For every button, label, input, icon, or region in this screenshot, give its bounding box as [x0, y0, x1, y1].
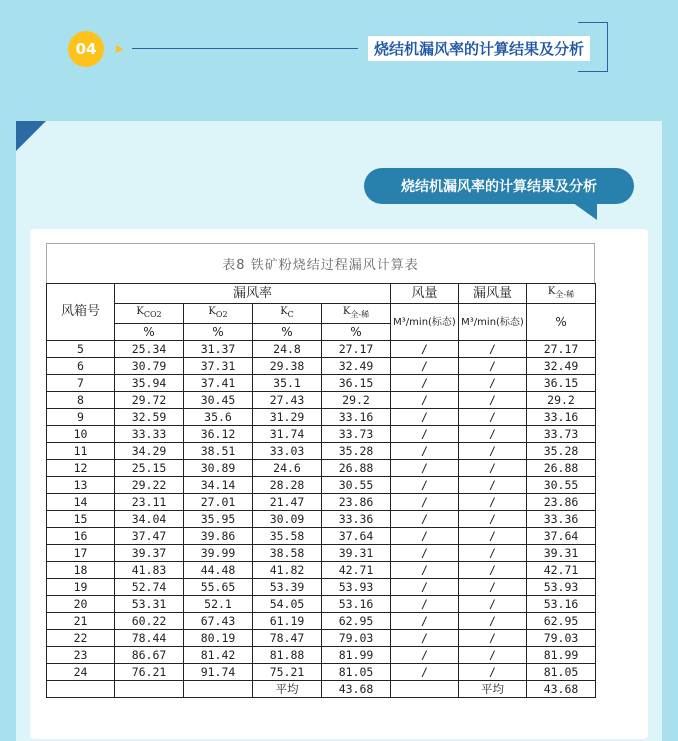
table-cell: 53.39 [253, 579, 322, 596]
table-cell: 33.36 [322, 511, 391, 528]
table-cell: / [459, 477, 527, 494]
table-cell: 30.55 [322, 477, 391, 494]
table-cell: / [391, 664, 459, 681]
table-cell: 10 [47, 426, 115, 443]
table-cell: 76.21 [115, 664, 184, 681]
table-row [47, 630, 596, 647]
average-cell: 平均 [253, 681, 322, 698]
header-divider [132, 48, 358, 49]
table-cell: / [391, 392, 459, 409]
table-cell: / [391, 375, 459, 392]
table-cell: 34.04 [115, 511, 184, 528]
table-cell: 30.79 [115, 358, 184, 375]
header-k-1: $K_{O2}$ [184, 304, 253, 324]
table-cell: 61.19 [253, 613, 322, 630]
table-cell: / [391, 613, 459, 630]
table-cell: 32.49 [527, 358, 596, 375]
table-cell: 8 [47, 392, 115, 409]
table-cell: 7 [47, 375, 115, 392]
table-cell: / [459, 664, 527, 681]
table-cell: 52.1 [184, 596, 253, 613]
table-row [47, 647, 596, 664]
table-row [47, 460, 596, 477]
table-cell: 31.74 [253, 426, 322, 443]
average-cell [184, 681, 253, 698]
table-cell: 62.95 [527, 613, 596, 630]
table-cell: 53.16 [322, 596, 391, 613]
table-cell: 35.94 [115, 375, 184, 392]
table-row [47, 528, 596, 545]
table-cell: 37.64 [527, 528, 596, 545]
table-cell: 30.09 [253, 511, 322, 528]
table-cell: 78.47 [253, 630, 322, 647]
header-percent-1: % [184, 324, 253, 341]
table-cell: 11 [47, 443, 115, 460]
table-cell: 53.16 [527, 596, 596, 613]
table-row [47, 545, 596, 562]
table-cell: 19 [47, 579, 115, 596]
table-cell: 53.93 [527, 579, 596, 596]
table-cell: 27.17 [322, 341, 391, 358]
table-row [47, 562, 596, 579]
table-cell: / [391, 562, 459, 579]
table-cell: 5 [47, 341, 115, 358]
table-cell: 60.22 [115, 613, 184, 630]
table-cell: 37.64 [322, 528, 391, 545]
table-cell: / [459, 341, 527, 358]
arrow-right-icon [116, 45, 123, 53]
table-row [47, 443, 596, 460]
table-cell: 78.44 [115, 630, 184, 647]
panel-corner-decoration [16, 121, 46, 151]
table-cell: 13 [47, 477, 115, 494]
table-cell: 54.05 [253, 596, 322, 613]
table-row [47, 358, 596, 375]
table-row [47, 579, 596, 596]
average-cell: 平均 [459, 681, 527, 698]
header-percent-0: % [115, 324, 184, 341]
section-title: 烧结机漏风率的计算结果及分析 [368, 36, 590, 61]
table-cell: / [459, 375, 527, 392]
speech-bubble-title: 烧结机漏风率的计算结果及分析 [364, 168, 634, 204]
table-cell: 39.31 [322, 545, 391, 562]
table-row [47, 375, 596, 392]
table-cell: / [391, 426, 459, 443]
table-cell: 41.82 [253, 562, 322, 579]
table-cell: 26.88 [527, 460, 596, 477]
table-cell: 24.6 [253, 460, 322, 477]
header-leak-flow: 漏风量 [459, 284, 527, 304]
table-cell: / [459, 511, 527, 528]
table-cell: 79.03 [322, 630, 391, 647]
table-container [46, 243, 595, 698]
table-cell: / [459, 647, 527, 664]
header-unit-airflow: M³/min(标态) [391, 304, 459, 341]
header-row-2 [47, 304, 596, 324]
table-cell: 39.31 [527, 545, 596, 562]
table-cell: 39.86 [184, 528, 253, 545]
table-row [47, 494, 596, 511]
table-cell: / [391, 477, 459, 494]
table-cell: 33.03 [253, 443, 322, 460]
table-cell: 81.99 [322, 647, 391, 664]
table-cell: 33.73 [322, 426, 391, 443]
table-cell: 29.22 [115, 477, 184, 494]
table-cell: 12 [47, 460, 115, 477]
table-row [47, 341, 596, 358]
table-cell: 33.33 [115, 426, 184, 443]
header-k-2: $K_C$ [253, 304, 322, 324]
table-cell: 26.88 [322, 460, 391, 477]
header-percent-last: % [527, 304, 596, 341]
table-row [47, 392, 596, 409]
header-k-total-last: $K_{全-稀}$ [527, 284, 596, 304]
speech-bubble-tail [569, 200, 597, 220]
table-cell: 36.12 [184, 426, 253, 443]
table-cell: 29.2 [527, 392, 596, 409]
table-cell: / [391, 579, 459, 596]
table-cell: 44.48 [184, 562, 253, 579]
table-cell: / [391, 409, 459, 426]
table-cell: 20 [47, 596, 115, 613]
table-row [47, 477, 596, 494]
table-cell: 18 [47, 562, 115, 579]
table-cell: / [459, 358, 527, 375]
table-cell: 33.16 [527, 409, 596, 426]
table-cell: 21.47 [253, 494, 322, 511]
table-cell: 23.11 [115, 494, 184, 511]
table-cell: 33.36 [527, 511, 596, 528]
table-cell: / [459, 443, 527, 460]
section-header [364, 22, 608, 72]
table-cell: 27.01 [184, 494, 253, 511]
section-number-badge: 04 [68, 31, 104, 67]
table-row [47, 426, 596, 443]
table-cell: 81.05 [322, 664, 391, 681]
table-cell: 24.8 [253, 341, 322, 358]
table-cell: / [391, 341, 459, 358]
table-row-average [47, 681, 596, 698]
table-cell: / [391, 460, 459, 477]
table-cell: 80.19 [184, 630, 253, 647]
table-cell: 55.65 [184, 579, 253, 596]
table-cell: 42.71 [527, 562, 596, 579]
table-cell: 24 [47, 664, 115, 681]
table-cell: 91.74 [184, 664, 253, 681]
table-cell: / [459, 579, 527, 596]
table-cell: 36.15 [527, 375, 596, 392]
table-cell: / [459, 630, 527, 647]
table-row [47, 409, 596, 426]
table-cell: 37.47 [115, 528, 184, 545]
table-cell: 81.05 [527, 664, 596, 681]
table-cell: / [391, 494, 459, 511]
header-unit-leakflow: M³/min(标态) [459, 304, 527, 341]
table-cell: 34.29 [115, 443, 184, 460]
table-cell: / [391, 358, 459, 375]
table-cell: 25.34 [115, 341, 184, 358]
table-cell: 81.88 [253, 647, 322, 664]
header-percent-2: % [253, 324, 322, 341]
header-row-1 [47, 284, 596, 304]
table-cell: / [459, 613, 527, 630]
table-cell: 81.99 [527, 647, 596, 664]
table-cell: 32.49 [322, 358, 391, 375]
table-cell: 34.14 [184, 477, 253, 494]
table-cell: 22 [47, 630, 115, 647]
header-box-number: 风箱号 [47, 284, 115, 341]
table-cell: 23.86 [322, 494, 391, 511]
table-row [47, 511, 596, 528]
table-cell: 33.16 [322, 409, 391, 426]
table-cell: 39.37 [115, 545, 184, 562]
table-cell: 62.95 [322, 613, 391, 630]
table-cell: 29.38 [253, 358, 322, 375]
table-cell: 28.28 [253, 477, 322, 494]
header-airflow: 风量 [391, 284, 459, 304]
header-k-3: $K_{全-稀}$ [322, 304, 391, 324]
leakage-table [46, 283, 596, 698]
table-cell: 42.71 [322, 562, 391, 579]
table-cell: / [459, 562, 527, 579]
table-cell: / [459, 545, 527, 562]
table-cell: 16 [47, 528, 115, 545]
table-cell: / [391, 630, 459, 647]
table-row [47, 613, 596, 630]
table-cell: 67.43 [184, 613, 253, 630]
table-cell: 35.6 [184, 409, 253, 426]
average-cell [115, 681, 184, 698]
table-cell: 81.42 [184, 647, 253, 664]
table-cell: 53.93 [322, 579, 391, 596]
table-cell: / [391, 443, 459, 460]
table-row [47, 596, 596, 613]
table-cell: / [459, 460, 527, 477]
table-cell: 29.2 [322, 392, 391, 409]
table-cell: 39.99 [184, 545, 253, 562]
table-cell: 27.43 [253, 392, 322, 409]
table-cell: 23 [47, 647, 115, 664]
table-cell: 23.86 [527, 494, 596, 511]
table-cell: / [459, 392, 527, 409]
average-cell: 43.68 [527, 681, 596, 698]
table-cell: 53.31 [115, 596, 184, 613]
table-cell: / [391, 511, 459, 528]
table-cell: 41.83 [115, 562, 184, 579]
table-cell: 38.51 [184, 443, 253, 460]
table-cell: 36.15 [322, 375, 391, 392]
table-cell: 35.28 [322, 443, 391, 460]
table-cell: 75.21 [253, 664, 322, 681]
table-cell: 29.72 [115, 392, 184, 409]
table-cell: 21 [47, 613, 115, 630]
table-cell: 30.55 [527, 477, 596, 494]
table-cell: 15 [47, 511, 115, 528]
table-cell: 79.03 [527, 630, 596, 647]
table-cell: 31.29 [253, 409, 322, 426]
table-cell: 14 [47, 494, 115, 511]
table-cell: 52.74 [115, 579, 184, 596]
table-cell: 17 [47, 545, 115, 562]
table-cell: / [391, 545, 459, 562]
table-cell: / [391, 528, 459, 545]
table-cell: / [459, 494, 527, 511]
table-cell: 33.73 [527, 426, 596, 443]
table-cell: 27.17 [527, 341, 596, 358]
header-percent-3: % [322, 324, 391, 341]
table-cell: 86.67 [115, 647, 184, 664]
table-row [47, 664, 596, 681]
table-cell: / [459, 409, 527, 426]
table-cell: 35.1 [253, 375, 322, 392]
average-cell [47, 681, 115, 698]
table-cell: / [391, 596, 459, 613]
average-cell [391, 681, 459, 698]
header-leak-rate: 漏风率 [115, 284, 391, 304]
table-cell: 9 [47, 409, 115, 426]
table-cell: 35.28 [527, 443, 596, 460]
table-cell: 35.58 [253, 528, 322, 545]
header-k-0: $K_{CO2}$ [115, 304, 184, 324]
table-cell: / [459, 596, 527, 613]
average-cell: 43.68 [322, 681, 391, 698]
table-cell: / [459, 426, 527, 443]
table-cell: 31.37 [184, 341, 253, 358]
table-cell: 6 [47, 358, 115, 375]
table-cell: 35.95 [184, 511, 253, 528]
table-caption: 表8 铁矿粉烧结过程漏风计算表 [46, 243, 595, 283]
table-cell: 30.45 [184, 392, 253, 409]
table-cell: 30.89 [184, 460, 253, 477]
table-cell: 37.31 [184, 358, 253, 375]
table-cell: 25.15 [115, 460, 184, 477]
table-cell: / [459, 528, 527, 545]
table-cell: 37.41 [184, 375, 253, 392]
table-cell: / [391, 647, 459, 664]
table-cell: 38.58 [253, 545, 322, 562]
table-cell: 32.59 [115, 409, 184, 426]
